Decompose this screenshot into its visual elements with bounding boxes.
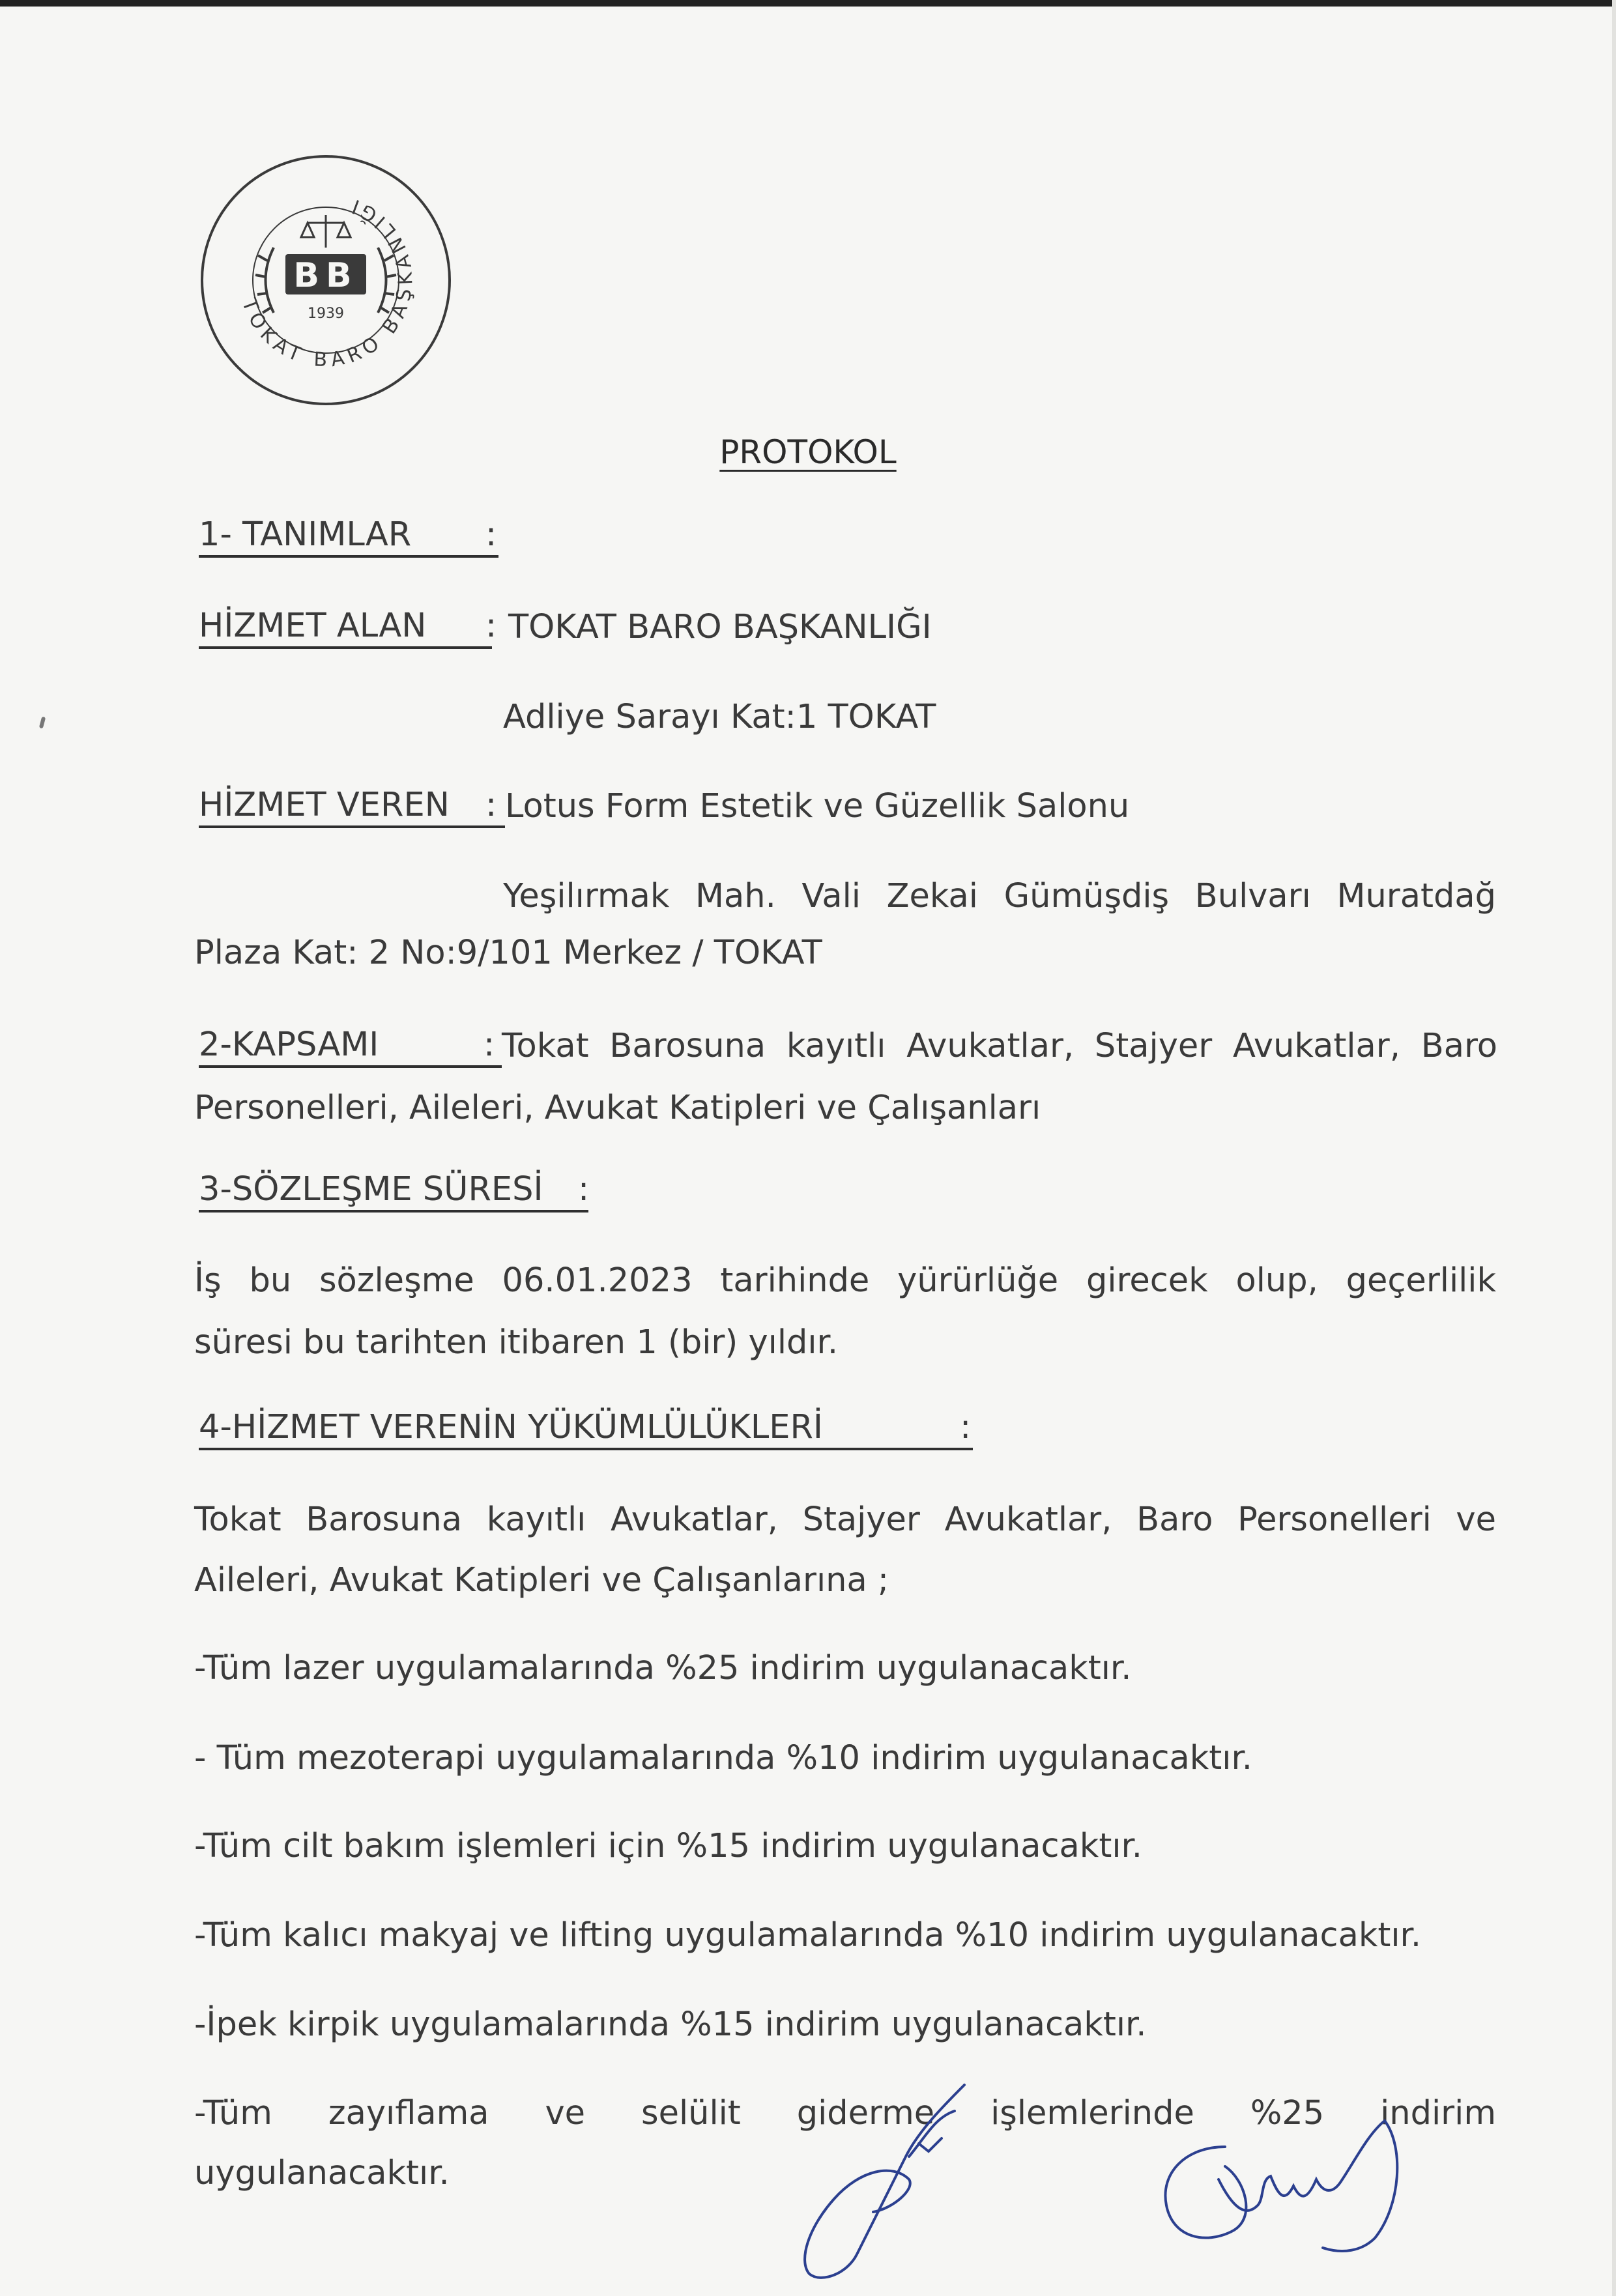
scan-edge-right <box>1612 0 1616 2296</box>
scope-label: 2-KAPSAMI : <box>199 1028 502 1068</box>
obligation-item: -Tüm cilt bakım işlemleri için %15 indirim uygulanacaktır. <box>194 1827 1142 1865</box>
service-provider-name: Lotus Form Estetik ve Güzellik Salonu <box>505 787 1130 825</box>
obligation-item-last-line2: uygulanacaktır. <box>194 2154 450 2192</box>
service-receiver-name: TOKAT BARO BAŞKANLIĞI <box>508 608 932 646</box>
signature-left <box>795 2065 990 2293</box>
obligation-item-last-line1: -Tüm zayıflama ve selülit giderme işlemlerinde %25 indirim <box>194 2094 1496 2132</box>
duration-text-line1: İş bu sözleşme 06.01.2023 tarihinde yürürlüğe girecek olup, geçerlilik <box>194 1261 1496 1300</box>
obligations-intro-line1: Tokat Barosuna kayıtlı Avukatlar, Stajyer Avukatlar, Baro Personelleri ve <box>194 1500 1496 1539</box>
definitions-heading: 1- TANIMLAR : <box>199 518 498 558</box>
service-provider-address-line1: Yeşilırmak Mah. Vali Zekai Gümüşdiş Bulvarı Muratdağ <box>503 877 1496 915</box>
obligations-intro-line2: Aileleri, Avukat Katipleri ve Çalışanlarına ; <box>194 1561 889 1600</box>
service-receiver-label: HİZMET ALAN : <box>199 609 492 649</box>
obligations-label: 4-HİZMET VERENİN YÜKÜMLÜLÜKLERİ : <box>199 1411 973 1450</box>
duration-text-line2: süresi bu tarihten itibaren 1 (bir) yıldır. <box>194 1323 839 1362</box>
scan-speck <box>39 717 46 729</box>
scope-text-line2: Personelleri, Aileleri, Avukat Katipleri ve Çalışanları <box>194 1089 1041 1127</box>
service-receiver-address: Adliye Sarayı Kat:1 TOKAT <box>503 698 936 736</box>
obligation-item: -Tüm kalıcı makyaj ve lifting uygulamalarında %10 indirim uygulanacaktır. <box>194 1916 1422 1955</box>
obligation-item: -Tüm lazer uygulamalarında %25 indirim uygulanacaktır. <box>194 1649 1132 1687</box>
seal-year: 1939 <box>308 306 344 322</box>
scan-edge-top <box>0 0 1616 7</box>
seal-ring-text: TOKAT BARO BAŞKANLIĞI <box>237 192 418 372</box>
duration-label: 3-SÖZLEŞME SÜRESİ : <box>199 1173 588 1213</box>
service-provider-label: HİZMET VEREN : <box>199 788 505 828</box>
service-provider-address-line2: Plaza Kat: 2 No:9/101 Merkez / TOKAT <box>194 934 822 972</box>
bar-association-seal <box>195 150 456 410</box>
signature-right <box>1147 2108 1421 2264</box>
scales-of-justice-icon <box>301 215 351 248</box>
obligation-item: - Tüm mezoterapi uygulamalarında %10 indirim uygulanacaktır. <box>194 1739 1252 1777</box>
obligation-item: -İpek kirpik uygulamalarında %15 indirim uygulanacaktır. <box>194 2005 1147 2044</box>
seal-monogram: BB <box>293 256 358 295</box>
document-title: PROTOKOL <box>719 433 897 471</box>
scope-text-line1: Tokat Barosuna kayıtlı Avukatlar, Stajyer Avukatlar, Baro <box>502 1027 1497 1065</box>
